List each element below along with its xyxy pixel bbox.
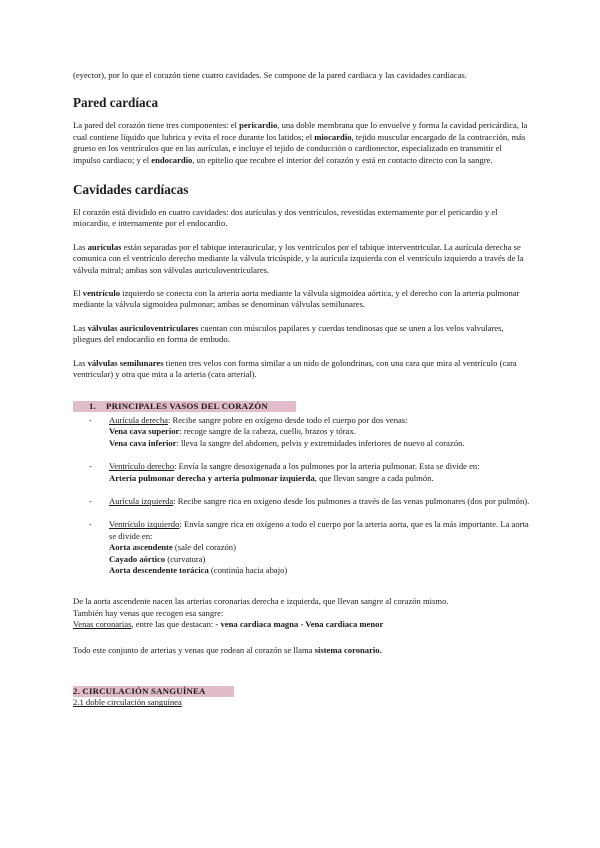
text-vena-cava-inferior: : lleva la sangre del abdomen, pelvis y extremidades inferiores de nuevo al corazón. (176, 437, 465, 448)
text-auricula-derecha: : Recibe sangre pobre en oxígeno desde todo el cuerpo por dos venas: (167, 414, 408, 425)
subsection-doble-circulacion: 2.1 doble circulación sanguínea (73, 697, 182, 708)
list-dash: - (89, 495, 92, 506)
sistema-coronario-paragraph (73, 645, 531, 656)
term-aorta-ascendente: Aorta ascendente (109, 542, 173, 553)
auriculas-paragraph (73, 242, 531, 276)
valvulas-sl-text-a: Las (73, 357, 88, 368)
label-auricula-derecha: Aurícula derecha (109, 414, 168, 425)
term-arterias-pulmonares: Arteria pulmonar derecha y arteria pulmonar izquierda (109, 472, 315, 483)
term-endocardio: endocardio (151, 154, 193, 165)
pared-text-1: La pared del corazón tiene tres componentes: el (73, 120, 240, 131)
text-auricula-izquierda: : Recibe sangre rica en oxígeno desde los pulmones a través de las venas pulmonares (dos por pulmón). (173, 495, 530, 506)
valvulas-av-paragraph (73, 323, 531, 346)
valvulas-sl-text-c: tienen tres velos con forma similar a un nido de golondrinas, con una cara que mira al ventrículo (cara ventricular) y otra que mira a la arteria (cara arterial). (73, 357, 517, 380)
heading-number: 1. (89, 400, 96, 411)
sistema-text: Todo este conjunto de arterias y venas que rodean al corazón se llama (73, 644, 315, 655)
term-cayado-aortico: Cayado aórtico (109, 553, 166, 564)
coronarias-line-2: También hay venas que recogen esa sangre: (73, 607, 224, 618)
ventriculo-text-c: izquierdo se conecta con la arteria aorta mediante la válvula sigmoidea aórtica, y el derecho con la arteria pulmonar mediante la válvula sigmoidea pulmonar; ambas se denominan válvulas semilunares. (73, 288, 520, 310)
list-item-auricula-derecha (73, 415, 531, 449)
heading-text: PRINCIPALES VASOS DEL CORAZÓN (106, 400, 268, 411)
list-item-ventriculo-izquierdo (73, 519, 531, 576)
term-aorta-descendente: Aorta descendente torácica (109, 564, 209, 575)
valvulas-av-text-c: cuentan con músculos papilares y cuerdas tendinosas que se unen a los velos valvulares, pliegues del endocardio en forma de embudo. (73, 322, 504, 345)
term-ventriculo: ventrículo (82, 288, 121, 299)
list-dash: - (89, 461, 92, 472)
text-ventriculo-izquierdo: : Envía sangre rica en oxígeno a todo el cuerpo por la arteria aorta, que es la más importante. La aorta se divide en: (109, 519, 529, 541)
intro-paragraph (73, 70, 531, 81)
section-title-pared: Pared cardíaca (73, 95, 159, 111)
section-heading-vasos (73, 401, 296, 412)
list-item-ventriculo-derecho (73, 461, 531, 484)
text-vena-cava-superior: : recoge sangre de la cabeza, cuello, brazos y tórax. (179, 426, 356, 437)
ventriculo-paragraph (73, 288, 531, 311)
text-cayado-aortico: (curvatura) (165, 553, 206, 564)
cavidades-intro-paragraph: El corazón está dividido en cuatro cavidades: dos aurículas y dos ventrículos, revestidas externamente por el pericardio y el miocardio, e internamente por el endocardio. (73, 207, 498, 229)
list-dash: - (89, 519, 92, 530)
document-page (73, 70, 531, 709)
valvulas-semilunares-paragraph (73, 358, 531, 381)
ventriculo-text-a: El (73, 288, 83, 299)
term-sistema-coronario: sistema coronario. (314, 644, 382, 655)
auriculas-text-c: están separadas por el tabique interauricular, y los ventrículos por el tabique interventricular. La aurícula derecha se comunica con el ventrículo derecho mediante la válvula tricúspide, y la aurícula izquierda con el ventrículo izquierdo a través de la válvula mitral; ambas son válvulas auriculoventriculares. (73, 241, 524, 275)
term-venas-cardiacas: - vena cardiaca magna - Vena cardiaca menor (215, 619, 384, 630)
text-arterias-pulmonares: , que llevan sangre a cada pulmón. (314, 472, 434, 483)
coronarias-paragraph (73, 596, 531, 630)
text-aorta-ascendente: (sale del corazón) (172, 542, 236, 553)
term-auriculas: aurículas (87, 241, 122, 252)
term-vena-cava-inferior: Vena cava inferior (109, 437, 177, 448)
list-dash: - (89, 414, 92, 425)
section-heading-circulacion: 2. CIRCULACIÓN SANGUÍNEA (73, 686, 234, 697)
pared-text-4: , un epitelio que recubre el interior del corazón y está en contacto directo con la sangre. (192, 154, 493, 165)
label-ventriculo-izquierdo: Ventrículo izquierdo (109, 519, 180, 530)
term-vena-cava-superior: Vena cava superior (109, 426, 180, 437)
intro-text: (eyector), por lo que el corazón tiene cuatro cavidades. Se compone de la pared cardiaca y las cavidades cardiacas. (73, 70, 467, 80)
term-pericardio: pericardio (239, 120, 278, 131)
term-valvulas-semilunares: válvulas semilunares (87, 357, 164, 368)
pared-paragraph (73, 120, 531, 166)
pared-text-3: , tejido muscular encargado de la contracción, más grueso en los ventrículos que en las aurículas, e incluye el tejido de conducción o cardionector, especializado en transmitir el impulso cardiaco; y el (73, 131, 526, 165)
valvulas-av-text-a: Las (73, 322, 88, 333)
list-item-auricula-izquierda (73, 496, 531, 507)
term-valvulas-auriculoventriculares: válvulas auriculoventriculares (87, 322, 199, 333)
text-aorta-descendente: (continúa hacia abajo) (208, 564, 288, 575)
pared-text-2: , una doble membrana que lo envuelve y forma la cavidad pericárdica, la cual contiene líquido que lubrica y evita el roce durante los latidos; el (73, 120, 528, 142)
text-venas-coronarias: , entre las que destacan: (131, 619, 216, 630)
text-ventriculo-derecho: : Envía la sangre desoxigenada a los pulmones por la arteria pulmonar. Esta se divide en: (174, 461, 480, 472)
label-venas-coronarias: Venas coronarias (73, 619, 132, 630)
label-ventriculo-derecho: Ventrículo derecho (109, 461, 175, 472)
term-miocardio: miocardio (314, 131, 352, 142)
coronarias-line-1: De la aorta ascendente nacen las arterias coronarias derecha e izquierda, que llevan sangre al corazón mismo. (73, 596, 449, 607)
section-title-cavidades: Cavidades cardíacas (73, 182, 189, 198)
label-auricula-izquierda: Aurícula izquierda (109, 495, 174, 506)
auriculas-text-a: Las (73, 241, 88, 252)
